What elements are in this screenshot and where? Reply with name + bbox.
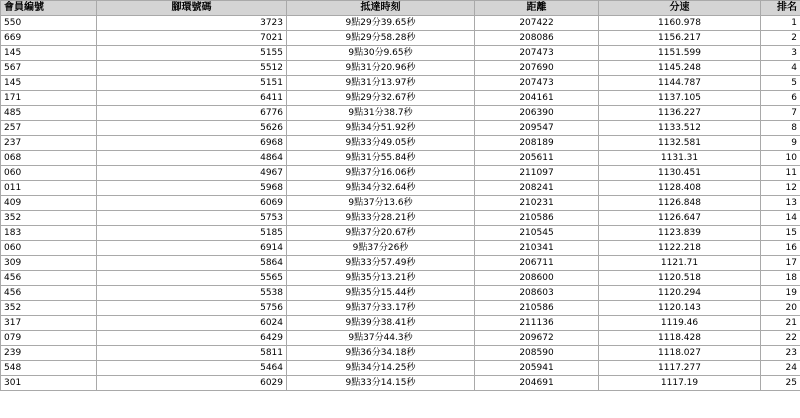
cell-member-number: 352 [1,211,97,226]
cell-distance: 210341 [475,241,599,256]
table-row [1,46,800,61]
cell-rank: 3 [761,46,800,61]
cell-speed: 1117.19 [599,376,761,391]
cell-ring-number: 6914 [97,241,287,256]
cell-rank: 4 [761,61,800,76]
cell-member-number: 060 [1,166,97,181]
cell-member-number: 145 [1,76,97,91]
cell-speed: 1144.787 [599,76,761,91]
table-row [1,61,800,76]
cell-arrival-time: 9點29分32.67秒 [287,91,475,106]
cell-arrival-time: 9點35分13.21秒 [287,271,475,286]
cell-member-number: 239 [1,346,97,361]
cell-ring-number: 6968 [97,136,287,151]
cell-distance: 204161 [475,91,599,106]
cell-speed: 1131.31 [599,151,761,166]
cell-ring-number: 6029 [97,376,287,391]
cell-rank: 13 [761,196,800,211]
table-row [1,181,800,196]
cell-ring-number: 4864 [97,151,287,166]
cell-member-number: 317 [1,316,97,331]
cell-distance: 208603 [475,286,599,301]
cell-speed: 1118.027 [599,346,761,361]
table-row [1,226,800,241]
table-row [1,136,800,151]
cell-rank: 5 [761,76,800,91]
cell-speed: 1118.428 [599,331,761,346]
cell-distance: 204691 [475,376,599,391]
cell-distance: 208189 [475,136,599,151]
cell-speed: 1126.647 [599,211,761,226]
cell-member-number: 237 [1,136,97,151]
cell-ring-number: 5155 [97,46,287,61]
table-row [1,106,800,121]
cell-distance: 208600 [475,271,599,286]
cell-rank: 12 [761,181,800,196]
header-speed: 分速 [599,1,761,16]
table-row [1,346,800,361]
table-row [1,166,800,181]
cell-rank: 9 [761,136,800,151]
cell-rank: 19 [761,286,800,301]
cell-arrival-time: 9點34分14.25秒 [287,361,475,376]
cell-rank: 14 [761,211,800,226]
cell-arrival-time: 9點36分34.18秒 [287,346,475,361]
cell-distance: 209547 [475,121,599,136]
cell-arrival-time: 9點37分44.3秒 [287,331,475,346]
cell-speed: 1117.277 [599,361,761,376]
cell-speed: 1145.248 [599,61,761,76]
cell-distance: 211136 [475,316,599,331]
cell-rank: 11 [761,166,800,181]
cell-member-number: 309 [1,256,97,271]
cell-arrival-time: 9點37分33.17秒 [287,301,475,316]
cell-arrival-time: 9點37分16.06秒 [287,166,475,181]
cell-rank: 8 [761,121,800,136]
cell-speed: 1160.978 [599,16,761,31]
cell-rank: 6 [761,91,800,106]
cell-member-number: 068 [1,151,97,166]
cell-member-number: 145 [1,46,97,61]
cell-ring-number: 4967 [97,166,287,181]
cell-arrival-time: 9點31分55.84秒 [287,151,475,166]
table-row [1,286,800,301]
header-rank: 排名 [761,1,800,16]
cell-speed: 1126.848 [599,196,761,211]
cell-distance: 208590 [475,346,599,361]
cell-distance: 208241 [475,181,599,196]
cell-arrival-time: 9點31分38.7秒 [287,106,475,121]
header-ring-number: 腳環號碼 [97,1,287,16]
cell-arrival-time: 9點37分13.6秒 [287,196,475,211]
cell-member-number: 171 [1,91,97,106]
cell-member-number: 011 [1,181,97,196]
table-row [1,316,800,331]
table-row [1,31,800,46]
cell-ring-number: 3723 [97,16,287,31]
header-member-number: 會員編號 [1,1,97,16]
table-row [1,241,800,256]
cell-distance: 207422 [475,16,599,31]
cell-distance: 207473 [475,46,599,61]
cell-ring-number: 6411 [97,91,287,106]
table-row [1,211,800,226]
cell-speed: 1151.599 [599,46,761,61]
cell-distance: 210545 [475,226,599,241]
cell-ring-number: 5753 [97,211,287,226]
cell-member-number: 301 [1,376,97,391]
cell-speed: 1120.143 [599,301,761,316]
table-row [1,361,800,376]
cell-member-number: 183 [1,226,97,241]
cell-ring-number: 5565 [97,271,287,286]
cell-distance: 207690 [475,61,599,76]
cell-speed: 1132.581 [599,136,761,151]
cell-distance: 208086 [475,31,599,46]
cell-speed: 1128.408 [599,181,761,196]
table-row [1,91,800,106]
cell-arrival-time: 9點29分39.65秒 [287,16,475,31]
cell-distance: 207473 [475,76,599,91]
cell-rank: 23 [761,346,800,361]
cell-ring-number: 6776 [97,106,287,121]
cell-speed: 1137.105 [599,91,761,106]
cell-member-number: 550 [1,16,97,31]
cell-rank: 22 [761,331,800,346]
cell-rank: 16 [761,241,800,256]
cell-rank: 18 [761,271,800,286]
cell-arrival-time: 9點34分32.64秒 [287,181,475,196]
table-row [1,76,800,91]
cell-rank: 1 [761,16,800,31]
table-header [1,1,800,16]
cell-speed: 1156.217 [599,31,761,46]
cell-member-number: 079 [1,331,97,346]
table-row [1,271,800,286]
header-distance: 距離 [475,1,599,16]
cell-speed: 1130.451 [599,166,761,181]
cell-speed: 1120.518 [599,271,761,286]
cell-rank: 20 [761,301,800,316]
cell-member-number: 548 [1,361,97,376]
cell-ring-number: 6024 [97,316,287,331]
cell-ring-number: 6429 [97,331,287,346]
cell-ring-number: 5811 [97,346,287,361]
cell-arrival-time: 9點37分20.67秒 [287,226,475,241]
cell-member-number: 409 [1,196,97,211]
cell-arrival-time: 9點33分57.49秒 [287,256,475,271]
cell-member-number: 567 [1,61,97,76]
table-row [1,331,800,346]
cell-ring-number: 5626 [97,121,287,136]
cell-rank: 21 [761,316,800,331]
table-row [1,196,800,211]
cell-ring-number: 7021 [97,31,287,46]
header-arrival-time: 抵達時刻 [287,1,475,16]
cell-member-number: 352 [1,301,97,316]
cell-member-number: 060 [1,241,97,256]
cell-rank: 17 [761,256,800,271]
cell-member-number: 669 [1,31,97,46]
cell-speed: 1120.294 [599,286,761,301]
cell-distance: 206711 [475,256,599,271]
cell-arrival-time: 9點30分9.65秒 [287,46,475,61]
cell-arrival-time: 9點37分26秒 [287,241,475,256]
cell-rank: 7 [761,106,800,121]
cell-arrival-time: 9點33分14.15秒 [287,376,475,391]
cell-distance: 210231 [475,196,599,211]
cell-rank: 2 [761,31,800,46]
cell-arrival-time: 9點39分38.41秒 [287,316,475,331]
cell-arrival-time: 9點35分15.44秒 [287,286,475,301]
cell-ring-number: 5512 [97,61,287,76]
table-row [1,256,800,271]
cell-arrival-time: 9點29分58.28秒 [287,31,475,46]
cell-distance: 205941 [475,361,599,376]
cell-arrival-time: 9點31分13.97秒 [287,76,475,91]
header-row [1,1,800,16]
cell-rank: 15 [761,226,800,241]
table-body [1,16,800,391]
cell-distance: 206390 [475,106,599,121]
cell-rank: 24 [761,361,800,376]
table-row [1,151,800,166]
cell-ring-number: 5464 [97,361,287,376]
cell-speed: 1119.46 [599,316,761,331]
cell-distance: 205611 [475,151,599,166]
cell-rank: 25 [761,376,800,391]
cell-member-number: 456 [1,286,97,301]
cell-member-number: 456 [1,271,97,286]
cell-arrival-time: 9點31分20.96秒 [287,61,475,76]
cell-ring-number: 5968 [97,181,287,196]
cell-arrival-time: 9點34分51.92秒 [287,121,475,136]
cell-ring-number: 5538 [97,286,287,301]
cell-distance: 211097 [475,166,599,181]
cell-rank: 10 [761,151,800,166]
cell-distance: 209672 [475,331,599,346]
cell-distance: 210586 [475,211,599,226]
table-row [1,376,800,391]
cell-speed: 1136.227 [599,106,761,121]
cell-ring-number: 5151 [97,76,287,91]
table-row [1,301,800,316]
cell-ring-number: 6069 [97,196,287,211]
cell-speed: 1122.218 [599,241,761,256]
cell-arrival-time: 9點33分28.21秒 [287,211,475,226]
table-row [1,121,800,136]
cell-speed: 1133.512 [599,121,761,136]
cell-ring-number: 5864 [97,256,287,271]
cell-member-number: 257 [1,121,97,136]
cell-ring-number: 5185 [97,226,287,241]
cell-distance: 210586 [475,301,599,316]
table-row [1,16,800,31]
cell-ring-number: 5756 [97,301,287,316]
cell-speed: 1121.71 [599,256,761,271]
cell-speed: 1123.839 [599,226,761,241]
cell-member-number: 485 [1,106,97,121]
cell-arrival-time: 9點33分49.05秒 [287,136,475,151]
